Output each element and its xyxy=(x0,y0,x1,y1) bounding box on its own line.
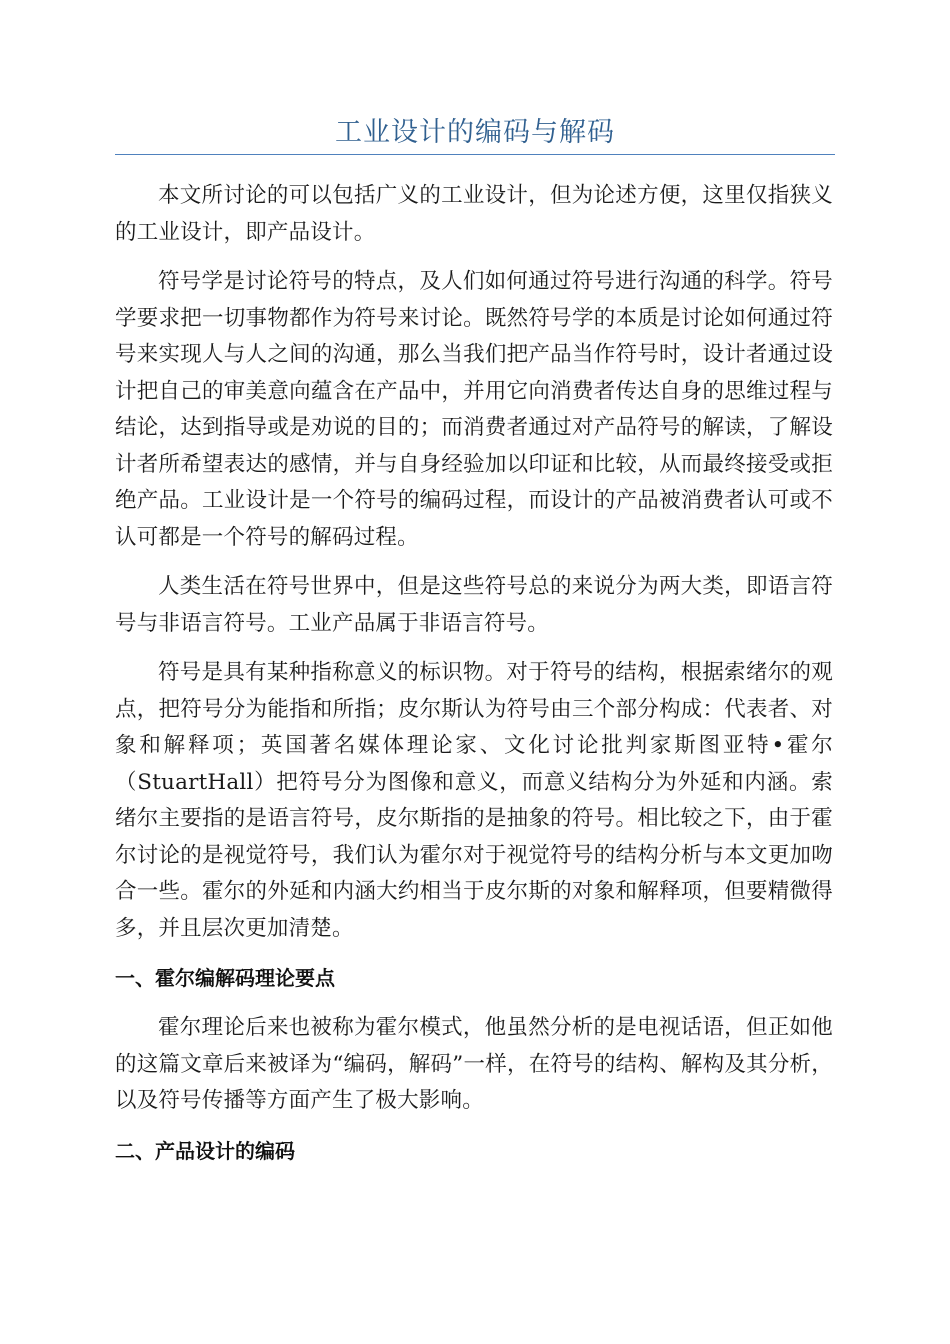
document-body xyxy=(115,178,833,1183)
section-heading-2: 二、产品设计的编码 xyxy=(115,1138,295,1163)
paragraph-sign-structure: 符号是具有某种指称意义的标识物。对于符号的结构，根据索绪尔的观点，把符号分为能指和所指；皮尔斯认为符号由三个部分构成：代表者、对象和解释项；英国著名媒体理论家、文化讨论批判家斯图亚特•霍尔（StuartHall）把符号分为图像和意义，而意义结构分为外延和内涵。索绪尔主要指的是语言符号，皮尔斯指的是抽象的符号。相比较之下，由于霍尔讨论的是视觉符号，我们认为霍尔对于视觉符号的结构分析与本文更加吻合一些。霍尔的外延和内涵大约相当于皮尔斯的对象和解释项，但要精微得多，并且层次更加清楚。 xyxy=(115,660,833,941)
section-heading-1: 一、霍尔编解码理论要点 xyxy=(115,966,335,990)
paragraph-hall-model: 霍尔理论后来也被称为霍尔模式，他虽然分析的是电视话语，但正如他的这篇文章后来被译为“编码，解码”一样，在符号的结构、解构及其分析，以及符号传播等方面产生了极大影响。 xyxy=(115,1015,833,1113)
paragraph-semiotics: 符号学是讨论符号的特点，及人们如何通过符号进行沟通的科学。符号学要求把一切事物都作为符号来讨论。既然符号学的本质是讨论如何通过符号来实现人与人之间的沟通，那么当我们把产品当作符号时，设计者通过设计把自己的审美意向蕴含在产品中，并用它向消费者传达自身的思维过程与结论，达到指导或是劝说的目的；而消费者通过对产品符号的解读，了解设计者所希望表达的感情，并与自身经验加以印证和比较，从而最终接受或拒绝产品。工业设计是一个符号的编码过程，而设计的产品被消费者认可或不认可都是一个符号的解码过程。 xyxy=(115,269,833,550)
paragraph-intro: 本文所讨论的可以包括广义的工业设计，但为论述方便，这里仅指狭义的工业设计，即产品设计。 xyxy=(115,183,833,245)
paragraph-sign-types: 人类生活在符号世界中，但是这些符号总的来说分为两大类，即语言符号与非语言符号。工业产品属于非语言符号。 xyxy=(115,574,833,636)
title-underline xyxy=(115,154,835,155)
document-title: 工业设计的编码与解码 xyxy=(335,117,615,148)
